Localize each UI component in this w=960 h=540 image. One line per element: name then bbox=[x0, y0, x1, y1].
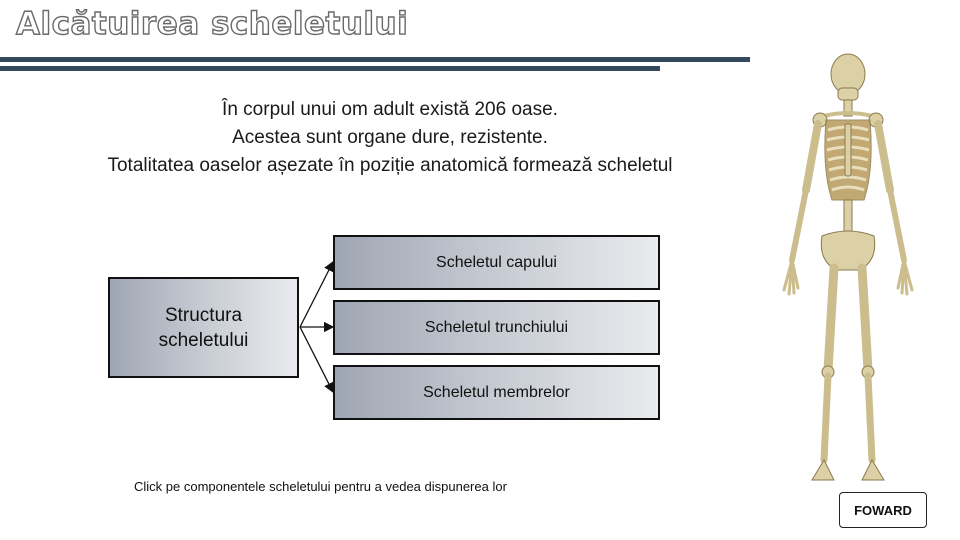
branch-label-trunchiului: Scheletul trunchiului bbox=[424, 318, 569, 336]
forward-button-label: FOWARD bbox=[854, 502, 912, 518]
intro-line: Totalitatea oaselor așezate în poziție anatomică formează scheletul bbox=[107, 155, 673, 176]
branch-label-capului: Scheletul capului bbox=[436, 253, 557, 271]
instruction-text: Click pe componentele scheletului pentru a vedea dispunerea lor bbox=[134, 479, 507, 494]
connector-line-capului bbox=[300, 262, 333, 327]
connector-line-membrelor bbox=[300, 327, 333, 392]
branch-label-membrelor: Scheletul membrelor bbox=[423, 383, 570, 401]
structure-root-box bbox=[108, 277, 299, 378]
page-title: Alcătuirea scheletului bbox=[16, 6, 409, 42]
root-label-line: scheletului bbox=[158, 329, 249, 351]
intro-line: Acestea sunt organe dure, rezistente. bbox=[232, 127, 548, 148]
trunk-skeleton-button[interactable] bbox=[333, 300, 660, 355]
root-label-line: Structura bbox=[164, 304, 243, 326]
title-underline-rule-top bbox=[0, 57, 750, 62]
limbs-skeleton-button[interactable] bbox=[333, 365, 660, 420]
skull-skeleton-button[interactable] bbox=[333, 235, 660, 290]
intro-line: În corpul unui om adult există 206 oase. bbox=[222, 99, 558, 120]
human-skeleton-icon bbox=[762, 50, 932, 490]
forward-button[interactable] bbox=[839, 492, 927, 528]
title-underline-rule-bottom bbox=[0, 66, 660, 71]
intro-text bbox=[40, 96, 740, 180]
